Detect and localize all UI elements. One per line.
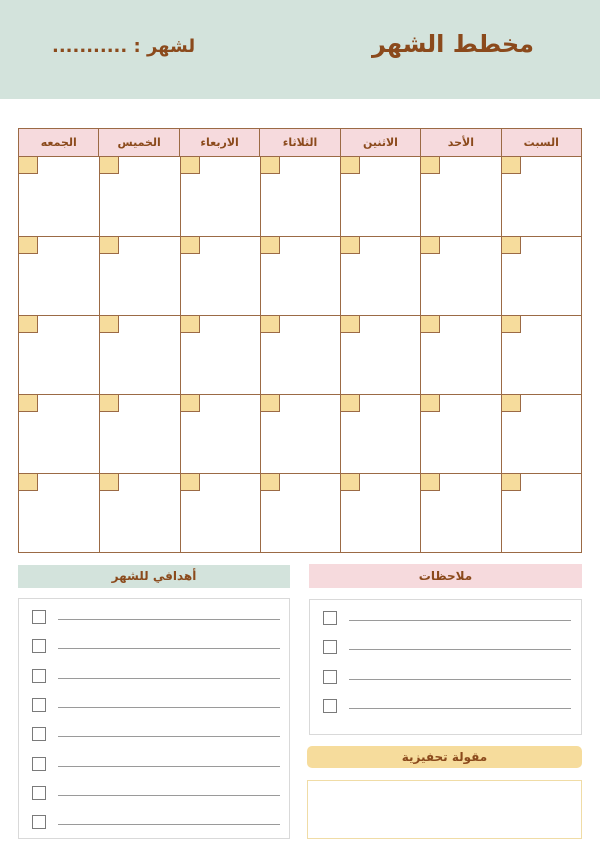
notes-checklist [309,599,582,735]
writing-line[interactable] [58,619,280,620]
date-number-box[interactable] [19,474,38,491]
checklist-item[interactable] [32,639,280,653]
weekday-wednesday: الاربعاء [179,129,259,156]
checkbox[interactable] [32,610,46,624]
calendar-day-cell[interactable] [99,315,179,394]
calendar-day-cell[interactable] [420,315,500,394]
calendar-day-cell[interactable] [501,315,581,394]
date-number-box[interactable] [19,237,38,254]
checkbox[interactable] [32,786,46,800]
page-title: مخطط الشهر [371,30,534,58]
writing-line[interactable] [349,708,571,709]
date-number-box[interactable] [261,395,280,412]
calendar-day-cell[interactable] [260,315,340,394]
calendar-day-cell[interactable] [340,236,420,315]
goals-title: أهدافي للشهر [18,565,290,588]
calendar-day-cell[interactable] [180,157,260,236]
date-number-box[interactable] [181,237,200,254]
checklist-item[interactable] [32,727,280,741]
calendar-day-cell[interactable] [260,473,340,552]
date-number-box[interactable] [261,237,280,254]
date-number-box[interactable] [100,316,119,333]
weekday-thursday: الخميس [98,129,178,156]
date-number-box[interactable] [502,474,521,491]
checkbox[interactable] [32,698,46,712]
writing-line[interactable] [58,795,280,796]
date-number-box[interactable] [502,316,521,333]
checklist-item[interactable] [323,640,571,654]
date-number-box[interactable] [341,474,360,491]
date-number-box[interactable] [19,395,38,412]
quote-input-box[interactable] [307,780,582,839]
date-number-box[interactable] [341,316,360,333]
quote-title: مقولة تحفيزية [307,746,582,768]
date-number-box[interactable] [421,157,440,174]
date-number-box[interactable] [181,316,200,333]
writing-line[interactable] [58,824,280,825]
calendar-day-cell[interactable] [19,473,99,552]
checkbox[interactable] [32,757,46,771]
checkbox[interactable] [323,611,337,625]
calendar-day-cell[interactable] [340,394,420,473]
checkbox[interactable] [32,639,46,653]
calendar-day-cell[interactable] [260,157,340,236]
date-number-box[interactable] [181,395,200,412]
checkbox[interactable] [323,670,337,684]
writing-line[interactable] [349,620,571,621]
calendar-day-cell[interactable] [501,236,581,315]
header-banner [0,0,600,99]
writing-line[interactable] [58,736,280,737]
checkbox[interactable] [32,727,46,741]
calendar-day-cell[interactable] [99,157,179,236]
checklist-item[interactable] [323,699,571,713]
date-number-box[interactable] [341,237,360,254]
calendar-day-cell[interactable] [99,236,179,315]
date-number-box[interactable] [341,395,360,412]
date-number-box[interactable] [502,395,521,412]
writing-line[interactable] [349,679,571,680]
weekday-sunday: الأحد [420,129,500,156]
checklist-item[interactable] [32,786,280,800]
weekday-friday: الجمعه [40,136,77,149]
calendar-day-cell[interactable] [260,394,340,473]
calendar-day-cell[interactable] [340,157,420,236]
calendar-day-cell[interactable] [180,394,260,473]
date-number-box[interactable] [100,474,119,491]
calendar-day-cell[interactable] [420,157,500,236]
date-number-box[interactable] [100,395,119,412]
weekday-monday: الاثنين [340,129,420,156]
month-calendar [18,128,582,553]
date-number-box[interactable] [181,157,200,174]
date-number-box[interactable] [261,157,280,174]
date-number-box[interactable] [181,474,200,491]
calendar-day-cell[interactable] [19,315,99,394]
date-number-box[interactable] [502,237,521,254]
calendar-day-cell[interactable] [340,315,420,394]
calendar-day-cell[interactable] [19,394,99,473]
calendar-day-cell[interactable] [99,394,179,473]
notes-title: ملاحظات [309,564,582,588]
date-number-box[interactable] [19,316,38,333]
writing-line[interactable] [58,766,280,767]
date-number-box[interactable] [421,474,440,491]
calendar-day-cell[interactable] [340,473,420,552]
checklist-item[interactable] [32,669,280,683]
writing-line[interactable] [58,678,280,679]
checklist-item[interactable] [32,815,280,829]
checkbox[interactable] [32,815,46,829]
writing-line[interactable] [349,649,571,650]
calendar-day-cell[interactable] [99,473,179,552]
date-number-box[interactable] [421,316,440,333]
calendar-day-cell[interactable] [180,315,260,394]
calendar-day-cell[interactable] [19,236,99,315]
calendar-day-cell[interactable] [501,473,581,552]
date-number-box[interactable] [100,157,119,174]
checklist-item[interactable] [32,698,280,712]
writing-line[interactable] [58,707,280,708]
weekday-header [19,129,581,157]
calendar-day-cell[interactable] [180,236,260,315]
calendar-day-cell[interactable] [420,473,500,552]
checklist-item[interactable] [323,670,571,684]
calendar-day-cell[interactable] [501,394,581,473]
calendar-day-cell[interactable] [501,157,581,236]
writing-line[interactable] [58,648,280,649]
checkbox[interactable] [32,669,46,683]
calendar-day-cell[interactable] [260,236,340,315]
date-number-box[interactable] [421,237,440,254]
weekday-saturday: السبت [501,129,581,156]
date-number-box[interactable] [502,157,521,174]
checkbox[interactable] [323,640,337,654]
date-number-box[interactable] [19,157,38,174]
checkbox[interactable] [323,699,337,713]
checklist-item[interactable] [32,610,280,624]
month-label: لشهر : ........... [52,36,196,57]
date-number-box[interactable] [261,316,280,333]
checklist-item[interactable] [323,611,571,625]
calendar-grid [19,157,581,552]
date-number-box[interactable] [421,395,440,412]
date-number-box[interactable] [261,474,280,491]
calendar-day-cell[interactable] [420,236,500,315]
calendar-day-cell[interactable] [420,394,500,473]
goals-checklist [18,598,290,839]
date-number-box[interactable] [100,237,119,254]
weekday-tuesday: الثلاثاء [259,129,339,156]
calendar-day-cell[interactable] [19,157,99,236]
checklist-item[interactable] [32,757,280,771]
calendar-day-cell[interactable] [180,473,260,552]
date-number-box[interactable] [341,157,360,174]
